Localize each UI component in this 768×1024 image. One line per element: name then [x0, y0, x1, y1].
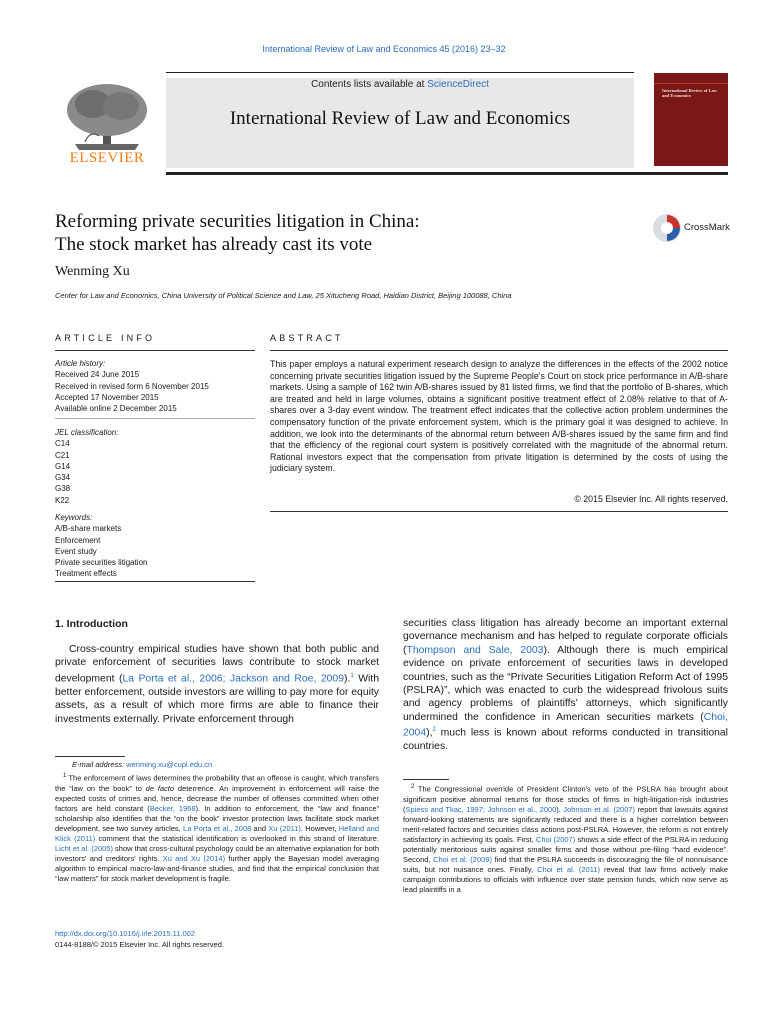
abstract-copyright: © 2015 Elsevier Inc. All rights reserved.: [574, 494, 728, 504]
jel-code: G38: [55, 484, 71, 494]
sciencedirect-link[interactable]: ScienceDirect: [427, 79, 489, 90]
issn-line: 0144-8188/© 2015 Elsevier Inc. All rights reserved.: [55, 940, 224, 949]
abstract-text: This paper employs a natural experiment research design to analyze the differences in the effects of the 2002 notice concerning private securities litigation issued by the Supreme People's Court on stock price performance in A/B-share markets. Using a sample of 162 twin A/B-shares issued by 81 listed firms, we find that the portfolio of B-shares, which are treated and held in large volumes, obtains a significant positive treatment effect of 2.08% relative to that of A-shares over a 3-day event window. The treatment effect indicates that the collective action problem undermines the compensatory function of the private enforcement system, which is the primary goal it was designed to achieve. In addition, we look into the determinants of the abnormal return between A/B-shares issued by the same firm and find that the efficiency of the regional court system is positively correlated with the magnitude of the abnormal return. Rational investors expect that the compensation from private litigation is determined by the costs of using the judiciary system.: [270, 359, 728, 474]
citation-link[interactable]: Choi, 2004: [403, 711, 728, 739]
article-history: Article history: Received 24 June 2015 Received in revised form 6 November 2015 Accepted 17 November 2015 Available online 2 December 2015: [55, 358, 255, 414]
citation-link[interactable]: Choi et al. (2009): [433, 855, 492, 865]
citation-link[interactable]: La Porta et al., 2008: [183, 823, 252, 833]
header-bottom-rule: [166, 172, 728, 175]
footnote-2: $^2$ The Congressional override of President Clinton's veto of the PSLRA has brought about significant positive abnormal returns for those stocks of firms in high-litigation-risk industries (Spiess and Tkac, 1997; Johnson et al., 2000). Johnson et al. (2007) report that lawsuits against forward-looking statements are significantly reduced and there is a higher correlation between merit-related factors and securities class actions post-PSLRA. However, the reform is not entirely satisfactory in achieving its goals. First, Choi (2007) shows a side effect of the PSLRA in reducing potentially meritorious suits against smaller firms and those without pre-filing “hard evidence”. Second, Choi et al. (2009) find that the PSLRA succeeds in discouraging the file of nonnuisance suits, but not nuisance ones. Finally, Choi et al. (2011) reveal that law firms actively make campaign contributions to officials with influence over state pension funds, which now serve as lead plaintiffs in a: [403, 784, 728, 895]
article-info-rule: [55, 350, 255, 351]
elsevier-wordmark: ELSEVIER: [69, 150, 145, 166]
abstract-heading: ABSTRACT: [270, 333, 344, 343]
crossmark-label: CrossMark: [684, 222, 730, 233]
footnote-1: $^1$ The enforcement of laws determines the probability that an offense is caught, which transfers the “law on the book” to de facto deterrence. An improvement in enforcement will raise the expected costs of crimes and, hence, decrease the number of offenses committed when other factors are held constant (Becker, 1968). In addition to enforcement, the “law and finance” scholarship also identifies that the “on the book” investor protection laws facilitate stock market development, see two survey articles, La Porta et al., 2008 and Xu (2011). However, Helland and Klick (2011) comment that the statistical identification is overlooked in this strand of literature. Licht et al. (2005) show that cross-cultural psychology could be an alternative explanation for both investors' and creditors' rights. Xu and Xu (2014) further apply the Bayesian model averaging algorithm to empirical macro-law-and-finance studies, and find that the empirical conclusion that “law matters” for stock market development is fragile.: [55, 773, 380, 884]
doi-link[interactable]: http://dx.doi.org/10.1016/j.irle.2015.11.002: [55, 929, 195, 938]
history-item: Received in revised form 6 November 2015: [55, 381, 209, 391]
contents-line: Contents lists available at ScienceDirect: [311, 79, 489, 90]
jel-code: G14: [55, 461, 71, 471]
citation-link[interactable]: Choi et al. (2011): [537, 865, 600, 875]
jel-code: G34: [55, 473, 71, 483]
jel-code: C14: [55, 439, 70, 449]
journal-cover-thumbnail[interactable]: [654, 73, 728, 166]
article-title: Reforming private securities litigation in China: The stock market has already cast its vote: [55, 211, 420, 255]
abstract-rule: [270, 350, 728, 351]
footnote-rule-right: [403, 779, 449, 780]
citation-link[interactable]: Johnson et al. (2007): [563, 804, 636, 814]
history-item: Accepted 17 November 2015: [55, 392, 159, 402]
article-info-bottom-rule: [55, 581, 255, 582]
cover-title: International Review of Law and Economics: [662, 88, 718, 98]
keyword: A/B-share markets: [55, 524, 122, 534]
jel-code: C21: [55, 450, 70, 460]
keyword: Treatment effects: [55, 569, 117, 579]
citation-link[interactable]: Xu (2011): [268, 823, 301, 833]
crossmark-button[interactable]: [651, 212, 731, 244]
citation-link[interactable]: Helland and Klick (2011): [55, 823, 379, 844]
jel-code: K22: [55, 495, 70, 505]
citation-link[interactable]: Thompson and Sale, 2003: [406, 644, 544, 656]
article-info-heading: ARTICLE INFO: [55, 333, 156, 343]
citation-link[interactable]: Choi (2007): [535, 834, 576, 844]
footnote-rule-left: [55, 756, 125, 757]
citation-link[interactable]: La Porta et al., 2006; Jackson and Roe, 2009: [122, 673, 344, 685]
crossmark-icon: [651, 212, 683, 244]
footnote-ref[interactable]: 2: [432, 727, 436, 734]
intro-paragraph-left: Cross-country empirical studies have shown that both public and private enforcement of securities laws contribute to stock market development (La Porta et al., 2006; Jackson and Roe, 2009).$^1$ With better enforcement, outside investors are willing to pay more for equity assets, as a result of which more firms are able to finance their investments externally. Private enforcement through: [55, 644, 379, 725]
keywords: Keywords: A/B-share markets Enforcement Event study Private securities litigation Treatment effects: [55, 512, 255, 580]
journal-title: International Review of Law and Economics: [229, 108, 571, 129]
header-top-rule: [166, 72, 634, 73]
intro-paragraph-right: securities class litigation has already become an important external governance mechanism and has helped to regulate corporate officials (Thompson and Sale, 2003). Although there is much empirical evidence on private enforcement of securities laws in developed countries, such as the “Private Securities Litigation Reform Act of 1995 (PSLRA)”, which was enacted to curb the widespread frivolous suits and agency problems of plaintiffs' attorneys, which significantly undermined the confidence in American securities markets (Choi, 2004),$^2$ much less is known about reforms conducted in transitional countries.: [403, 618, 728, 753]
cover-stripe: [654, 83, 728, 84]
email-footnote: E-mail address: wenming.xu@cupl.edu.cn: [72, 760, 213, 769]
author-affiliation: Center for Law and Economics, China University of Political Science and Law, 25 Xitucheng Road, Haidian District, Beijing 100088, China: [55, 291, 512, 300]
journal-reference[interactable]: International Review of Law and Economics 45 (2016) 23–32: [262, 44, 506, 54]
abstract-bottom-rule: [270, 511, 728, 512]
history-item: Received 24 June 2015: [55, 370, 140, 380]
jel-classification: JEL classification: C14 C21 G14 G34 G38 K22: [55, 427, 255, 506]
footnote-ref[interactable]: 1: [350, 672, 354, 679]
citation-link[interactable]: Becker, 1968: [149, 803, 196, 813]
email-link[interactable]: wenming.xu@cupl.edu.cn: [126, 760, 213, 769]
keyword: Private securities litigation: [55, 558, 148, 568]
citation-link[interactable]: Spiess and Tkac, 1997; Johnson et al., 2000: [405, 804, 557, 814]
citation-link[interactable]: Licht et al. (2005): [55, 844, 113, 854]
page-footer: [55, 928, 379, 950]
author-name[interactable]: Wenming Xu: [55, 264, 130, 279]
section-heading: 1. Introduction: [55, 618, 128, 630]
citation-link[interactable]: Xu and Xu (2014): [162, 854, 226, 864]
elsevier-logo[interactable]: [55, 80, 159, 166]
info-divider: [55, 418, 255, 419]
keyword: Enforcement: [55, 535, 101, 545]
history-item: Available online 2 December 2015: [55, 404, 177, 414]
keyword: Event study: [55, 546, 97, 556]
